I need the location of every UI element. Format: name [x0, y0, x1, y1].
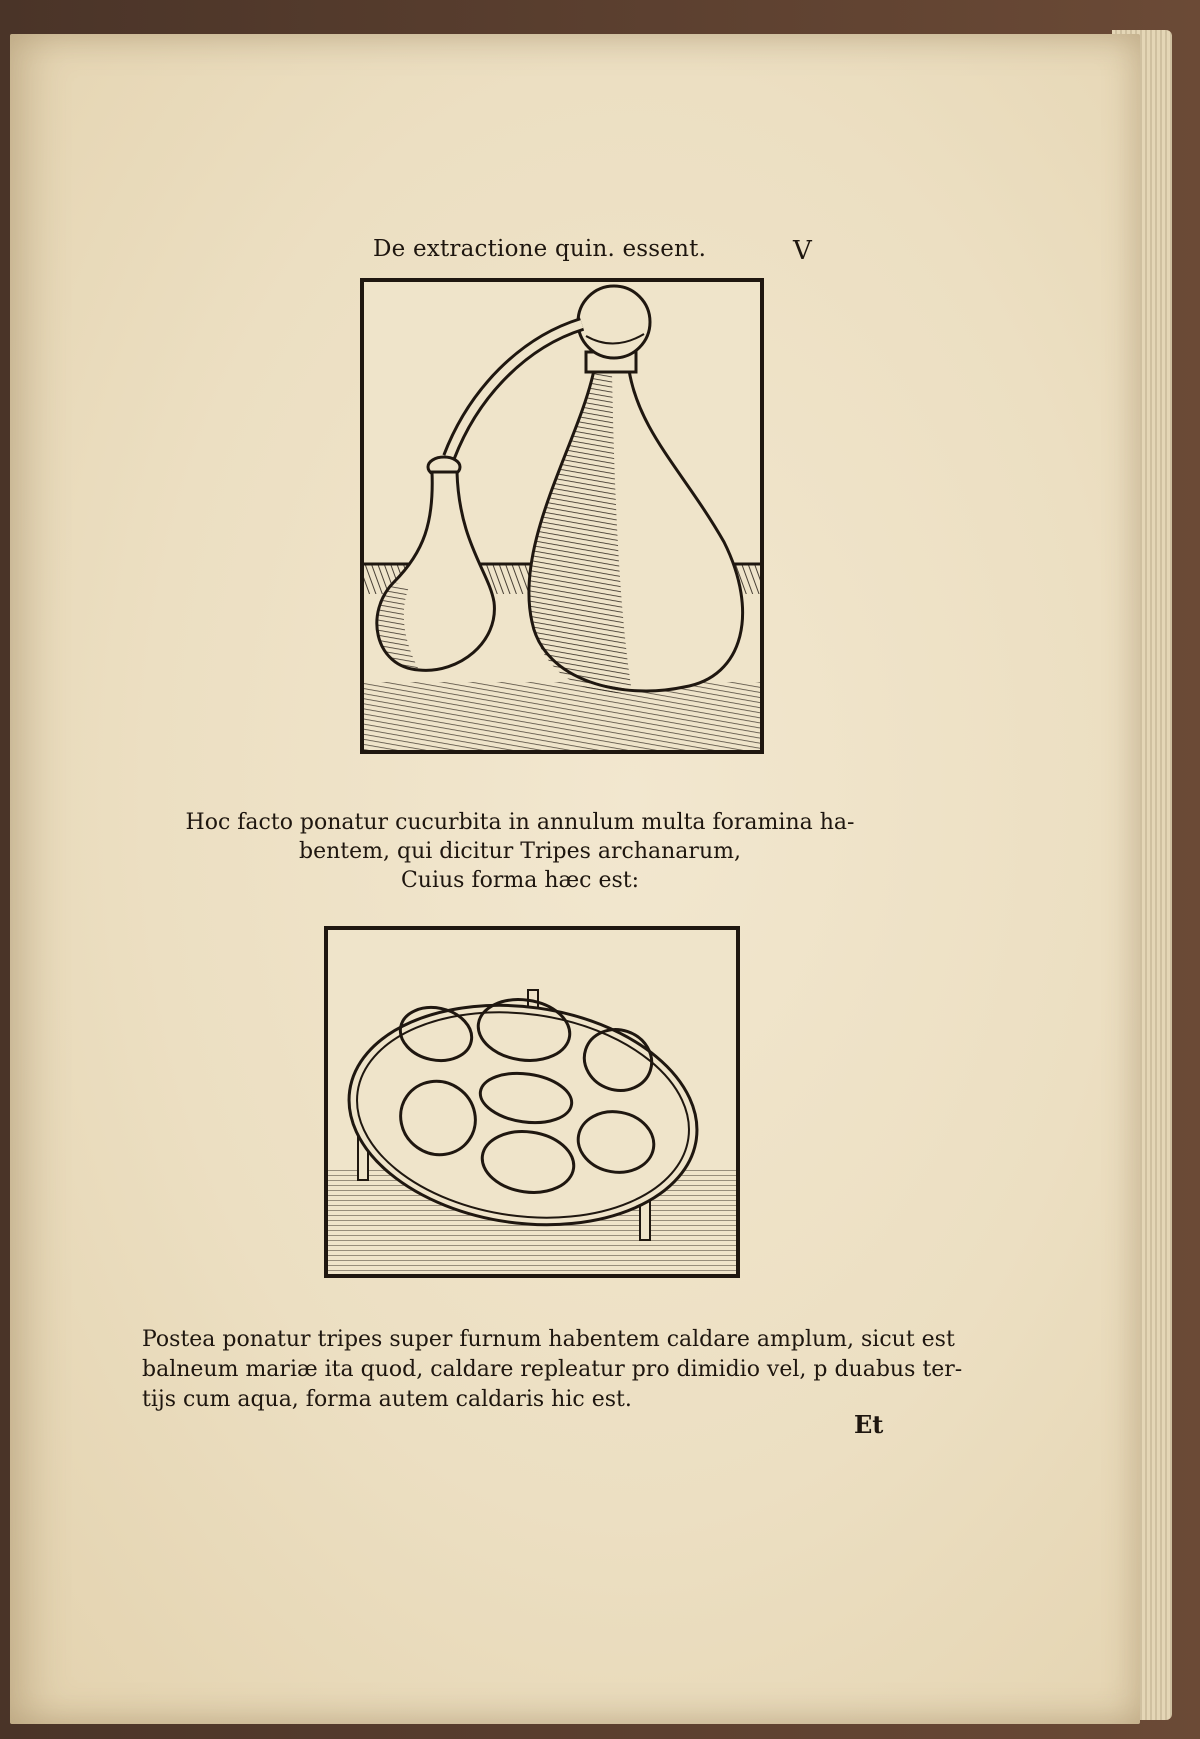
caption-line: bentem, qui dicitur Tripes archanarum,: [299, 839, 741, 864]
paragraph-line: balneum mariæ ita quod, caldare repleatur pro dimidio vel, p duabus ter-: [142, 1357, 963, 1382]
catchword: Et: [854, 1410, 884, 1439]
running-head: De extractione quin. essent.: [373, 236, 707, 262]
alembic-illustration: [364, 282, 760, 750]
caption-line: Hoc facto ponatur cucurbita in annulum multa foramina ha-: [185, 810, 855, 835]
figure-caption: [180, 808, 860, 895]
alembic-woodcut: [360, 278, 764, 754]
tripod-ring-woodcut: [324, 926, 740, 1278]
tripod-illustration: [328, 930, 736, 1274]
paragraph-line: tijs cum aqua, forma autem caldaris hic est.: [142, 1387, 632, 1412]
caption-line: Cuius forma hæc est:: [400, 868, 640, 893]
paragraph-line: Postea ponatur tripes super furnum habentem caldare amplum, sicut est: [142, 1327, 955, 1352]
body-paragraph: [142, 1325, 963, 1415]
folio-number: V: [793, 236, 812, 266]
